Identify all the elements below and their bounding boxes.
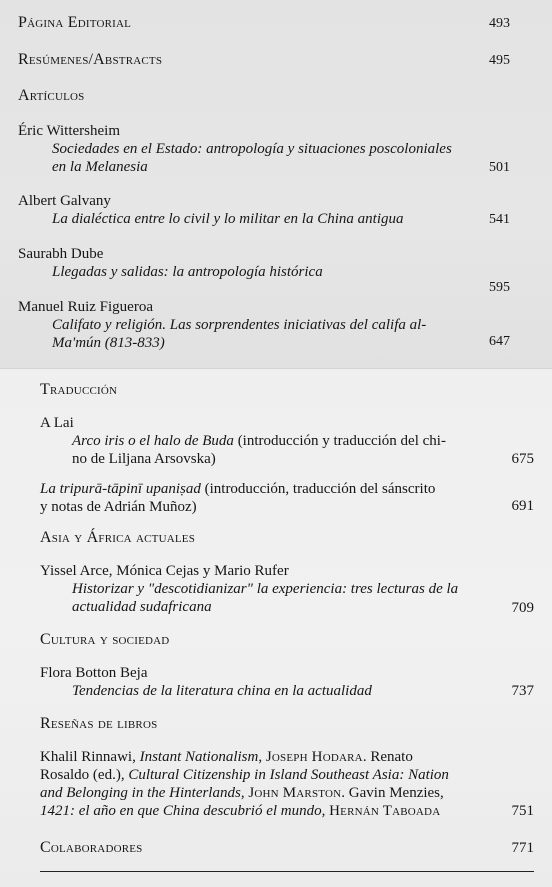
article-title: Califato y religión. Las sorprendentes iniciativas del califa al-	[52, 317, 427, 333]
review-line	[40, 749, 413, 766]
translation-note-continued: y notas de Adrián Muñoz)	[40, 499, 197, 515]
article-page: 647	[489, 334, 510, 349]
cultura-heading: Cultura y sociedad	[40, 631, 170, 648]
article-title: Sociedades en el Estado: antropología y situaciones poscoloniales	[52, 141, 452, 157]
cultura-page: 737	[511, 683, 534, 699]
traduccion-heading: Traducción	[40, 381, 118, 398]
asia-authors: Yissel Arce, Mónica Cejas y Mario Rufer	[40, 563, 289, 579]
pagina-editorial-page: 493	[489, 16, 510, 31]
review-text: ,	[321, 803, 330, 819]
translation-page: 675	[511, 451, 534, 467]
resumenes-page: 495	[489, 53, 510, 68]
review-book-title: 1421: el año en que China descubrió el mundo	[40, 803, 322, 819]
colaboradores-page: 771	[511, 840, 534, 856]
review-text: . Gavin Menzies,	[341, 785, 444, 801]
article-title-continued: Ma'mún (813-833)	[52, 335, 165, 351]
article-title-continued: en la Melanesia	[52, 159, 148, 175]
review-reviewer: Joseph Hodara	[265, 749, 363, 765]
review-text: . Renato	[362, 749, 413, 765]
asia-heading: Asia y África actuales	[40, 529, 196, 546]
review-line	[40, 803, 440, 820]
contents-bottom-section	[0, 368, 552, 887]
bottom-rule	[40, 871, 534, 872]
translation-page: 691	[511, 498, 534, 514]
pagina-editorial-heading: Página Editorial	[18, 14, 132, 31]
review-book-title: Cultural Citizenship in Island Southeast Asia: Nation	[128, 767, 449, 783]
asia-title-continued: actualidad sudafricana	[72, 599, 212, 615]
article-page: 501	[489, 160, 510, 175]
resenas-page: 751	[511, 803, 534, 819]
resenas-heading: Reseñas de libros	[40, 715, 158, 732]
asia-title: Historizar y "descotidianizar" la experiencia: tres lecturas de la	[72, 581, 459, 597]
article-title: La dialéctica entre lo civil y lo militar en la China antigua	[52, 211, 404, 227]
article-author: Saurabh Dube	[18, 246, 104, 262]
articulos-heading: Artículos	[18, 87, 85, 104]
translation-note: (introducción, traducción del sánscrito	[200, 481, 436, 497]
article-author: Manuel Ruiz Figueroa	[18, 299, 153, 315]
review-text: Khalil Rinnawi,	[40, 749, 140, 765]
colaboradores-heading: Colaboradores	[40, 839, 143, 856]
translation-note-continued: no de Liljana Arsovska)	[72, 451, 216, 467]
review-book-title: and Belonging in the Hinterlands	[40, 785, 241, 801]
translation-title-line	[40, 481, 435, 498]
asia-page: 709	[511, 600, 534, 616]
review-text: Rosaldo (ed.),	[40, 767, 129, 783]
article-page: 595	[489, 280, 510, 295]
review-text: ,	[258, 749, 266, 765]
review-reviewer: Hernán Taboada	[329, 803, 441, 819]
article-author: Albert Galvany	[18, 193, 111, 209]
review-line	[40, 767, 449, 784]
cultura-author: Flora Botton Beja	[40, 665, 148, 681]
article-title: Llegadas y salidas: la antropología histórica	[52, 264, 323, 280]
review-text: ,	[240, 785, 249, 801]
article-author: Éric Wittersheim	[18, 123, 121, 139]
cultura-title: Tendencias de la literatura china en la actualidad	[72, 683, 372, 699]
resumenes-heading: Resúmenes/Abstracts	[18, 51, 163, 68]
translation-note: (introducción y traducción del chi-	[233, 433, 446, 449]
review-book-title: Instant Nationalism	[139, 749, 259, 765]
review-reviewer: John Marston	[248, 785, 342, 801]
translation-title-line	[72, 433, 446, 450]
translation-title: La tripurā-tāpinī upaniṣad	[40, 481, 201, 497]
article-page: 541	[489, 212, 510, 227]
translation-author: A Lai	[40, 415, 74, 431]
review-line	[40, 785, 444, 802]
contents-top-section	[0, 0, 552, 368]
translation-title: Arco iris o el halo de Buda	[72, 433, 234, 449]
